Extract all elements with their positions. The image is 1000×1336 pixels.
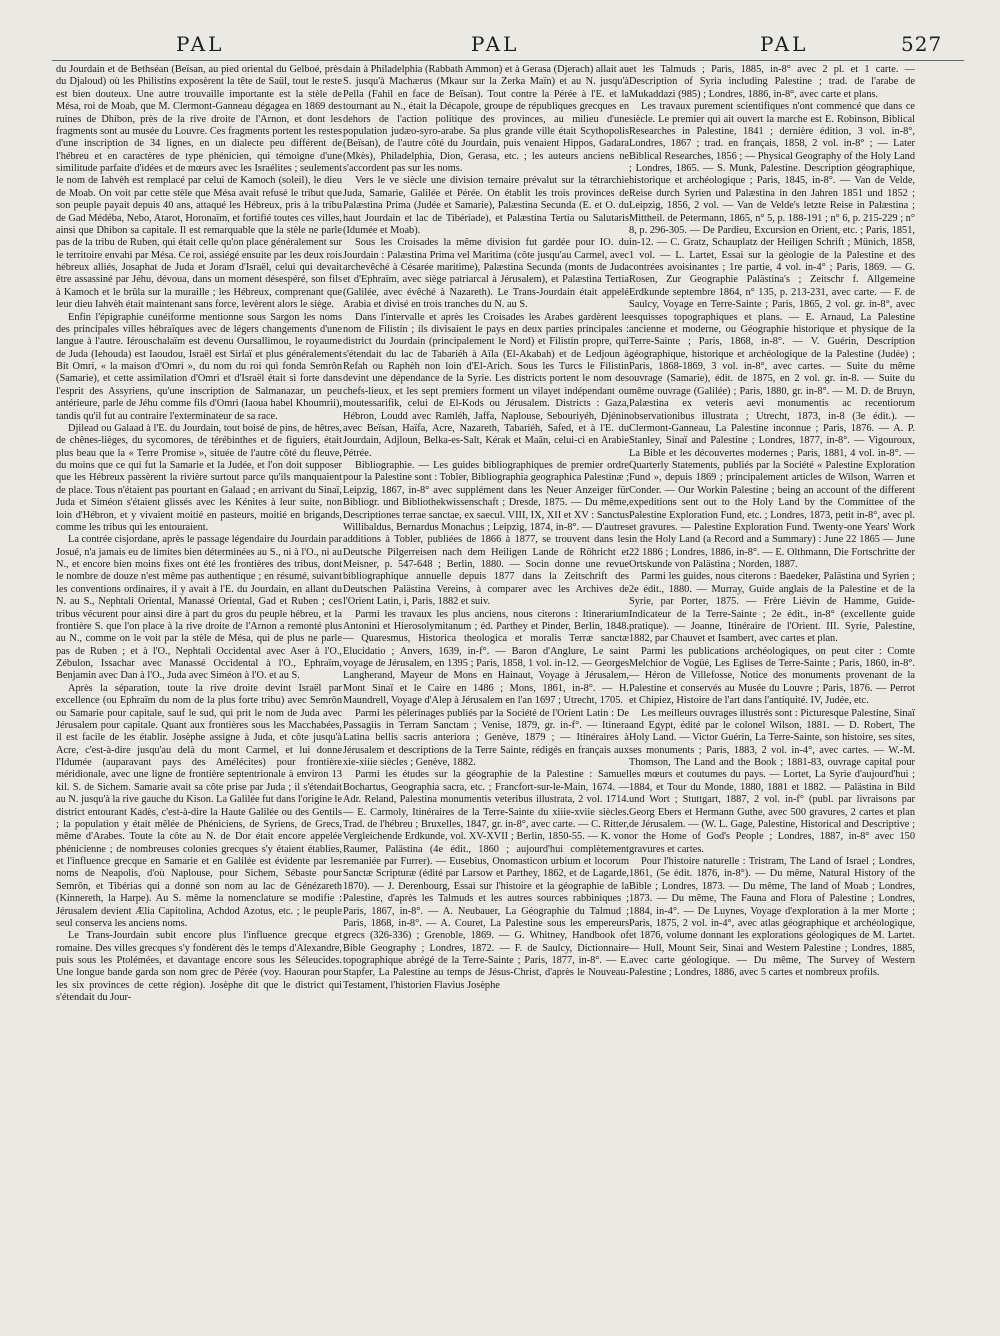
header-center-word: PAL	[471, 32, 520, 56]
header-right-word: PAL	[760, 32, 809, 56]
paragraph: La contrée cisjordane, après le passage légendaire du Jourdain par Josué, n'a jamais eu de limites bien déterminées au S., ni à l'O., ni au N., et encore bien moins fixes ont été les frontières des tribus, dont le nombre de douze n'est même pas authentique ; en résumé, suivant les conventions ordinaires, il y avait à l'E. du Jourdain, en allant du N. au S., Nephtali Oriental, Manassé Oriental, Gad et Ruben ; ces tribus vécurent pour ainsi dire à part du gros du peuple hébreu, et la frontière S. que l'on place à la rive droite de l'Arnon a remonté plus au N., comme on le voit par la stèle de Mésa, qui de plus ne parle pas de Ruben ; et à l'O., Nephtali Occidental avec Aser à l'O., Zébulon, Issachar avec Manassé Occidental à l'O., Ephraïm, Benjamin avec Dan à l'O., Juda avec Siméon à l'O. et au S.	[56, 534, 342, 682]
paragraph: Enfin l'épigraphie cunéiforme mentionne sous Sargon les noms des principales villes hébraïques avec de légers changements d'une langue à l'autre. Iérouschalaïm est devenu Oursallimou, le royaume de Juda (Iehouda) est Iaoudou, Israël est Sirlaï et plus généralement Bit Omri, « la maison d'Omri », du nom du roi qui fonda Semrôn (Samarie), et cette assimilation d'Omri et d'Israël était si forte dans l'esprit des Assyriens, qu'une inscription de Salmanazar, un peu antérieure, parle de Jéhu comme fils d'Omri (Iaoua habel Khoumrii), tandis qu'il fut au contraire l'exterminateur de sa race.	[56, 311, 342, 422]
column-2	[343, 64, 629, 992]
running-header	[0, 32, 1000, 62]
paragraph: Parmi les pèlerinages publiés par la Société de l'Orient Latin : De Passagiis in Terram Sanctam ; Venise, 1879, gr. in-f°. — Itinera Latina bellis sacris anteriora ; Genève, 1879 ; — Itinéraires à Jérusalem et descriptions de la Terre Sainte, rédigés en français aux xie-xiiie siècles ; Genève, 1882.	[343, 707, 629, 768]
paragraph: dain à Philadelphia (Rabbath Ammon) et à Gerasa (Djerach) allait au S. jusqu'à Machærus (Mkaur sur la Zerka Maïn) et au N. jusqu'à Pella (Fahil en face de Beïsan). Tout contre la Pérée à l'E. et la tournant au N., était la Décapole, groupe de républiques grecques en dehors de l'action politique des provinces, au milieu d'une population judæo-syro-arabe. Sa plus grande ville était Scythopolis (Beïsan), de l'autre côté du Jourdain, puis venaient Hippos, Gadara (Mkès), Philadelphia, Dion, Gerasa, etc. ; les auteurs anciens ne s'accordent pas sur les noms.	[343, 64, 629, 174]
paragraph: Dans l'intervalle et après les Croisades les Arabes gardèrent le nom de Filistin ; ils divisaient le pays en deux parties principales : district du Jourdain (principalement le Nord) et Filistin propre, qui s'étendait du lac de Tabariéh à Aïla (El-Akabah) et de Ledjoun à Refah ou Raphèh non loin d'El-Arich. Sous les Turcs le Filistin devint une dépendance de la Syrie. Les districts portent le nom des chefs-lieux, et les sept premiers forment un vilayet indépendant ou moutessarifik, celui de El-Kods ou Jérusalem. Districts : Gaza, Hébron, Loudd avec Ramléh, Jaffa, Naplouse, Sebouriyéh, Djénin avec Beïsan, Haïfa, Acre, Nazareth, Tabariéh, Safed, et à l'E. du Jourdain, Adjloun, Belka-es-Salt, Kérak et Maân, celui-ci en Arabie Pétrée.	[343, 311, 629, 459]
paragraph: Parmi les études sur la géographie de la Palestine : Samuel Bochartus, Geographia sacra, etc. ; Francfort-sur-le-Main, 1674. — Adr. Reland, Palestina monumentis veteribus illustrata, 2 vol. 1714. — E. Carmoly, Itinéraires de la Terre-Sainte du xiiie-xviie siècles. Trad. de l'hébreu ; Bruxelles, 1847, gr. in-8°, avec carte. — C. Ritter, Vergleichende Erdkunde, vol. XV-XVII ; Berlin, 1850-55. — K. von Raumer, Palästina (4e édit., 1860 ; aujourd'hui complètement remaniée par Furrer). — Eusebius, Onomasticon urbium et locorum Sanctæ Scripturæ (édité par Larsow et Parthey, 1862, et de Lagarde, 1870). — J. Derenbourg, Essai sur l'histoire et la géographie de la Palestine, d'après les Talmuds et les autres sources rabbiniques ; Paris, 1867, in-8°. — A. Neubauer, La Géographie du Talmud ; Paris, 1868, in-8°. — A. Couret, La Palestine sous les empereurs grecs (326-336) ; Grenoble, 1869. — G. Whitney, Handbook of Bible Geography ; Londres, 1872. — F. de Saulcy, Dictionnaire topographique abrégé de la Terre-Sainte ; Paris, 1877, in-8°. — E. Stapfer, La Palestine au temps de Jésus-Christ, d'après le Nouveau-Testament, l'historien Flavius Josèphe	[343, 769, 629, 991]
paragraph: Parmi les travaux les plus anciens, nous citerons : Itinerarium Antonini et Hierosolymitanum ; éd. Parthey et Pinder, Berlin, 1848. — Quaresmus, Historica theologica et moralis Terræ sanctæ Elucidatio ; Anvers, 1639, in-f°. — Baron d'Anglure, Le saint voyage de Jérusalem, en 1395 ; Paris, 1858, 1 vol. in-12. — Georges Langherand, Mayeur de Mons en Hainaut, Voyage à Jérusalem, Mont Sinaï et le Caire en 1486 ; Mons, 1861, in-8°. — H. Maundrell, Voyage d'Alep à Jérusalem en l'an 1697 ; Utrecht, 1705.	[343, 608, 629, 707]
column-3	[629, 64, 915, 980]
paragraph: et les Talmuds ; Paris, 1885, in-8° avec 2 pl. et 1 carte. — Description of Syria including Palestine ; trad. de l'arabe de Mukaddazi (985) ; Londres, 1886, in-8°, avec carte et plans.	[629, 64, 915, 100]
paragraph: Sous les Croisades la même division fut gardée pour IO. du Jourdain : Palæstina Prima vel Maritima (côte jusqu'au Carmel, avec archevêché à Césarée maritime), Palæstina Secunda (monts de Juda et d'Ephraïm, avec siège patriarcal à Jérusalem), et Palæstina Tertia (Galilée, avec évêché à Nazareth). Le Trans-Jourdain était appelé Arabia et divisé en trois tranches du N. au S.	[343, 237, 629, 311]
paragraph: Le Trans-Jourdain subit encore plus l'influence grecque et romaine. Des villes grecques s'y fondèrent dès le temps d'Alexandre, puis sous les Ptolémées, et davantage encore sous les Séleucides. Une longue bande garda son nom grec de Pérée (voy. Haouran pour les six provinces de cette région). Josèphe dit que le district qui s'étendait du Jour-	[56, 930, 342, 1004]
paragraph: Les travaux purement scientifiques n'ont commencé que dans ce siècle. Le premier qui ait ouvert la marche est E. Robinson, Biblical Researches in Palestine, 1841 ; dernière édition, 3 vol. in-8°, Londres, 1867 ; trad. en français, 1858, 2 vol. in-8° ; — Later Biblical Researches, 1856 ; — Physical Geography of the Holy Land ; Londres, 1865. — S. Munk, Palestine. Description géographique, historique et archéologique ; Paris, 1845, in-8°. — Van de Velde, Reise durch Syrien und Palæstina in den Jahren 1851 und 1852 ; Leipzig, 1856, 2 vol. — Van de Velde's letzte Reise in Palæstina ; Mittheil. de Petermann, 1865, n° 5, p. 188-191 ; n° 6, p. 215-229 ; n° 8, p. 296-305. — De Pardieu, Excursion en Orient, etc. ; Paris, 1851, in-12. — C. Gratz, Schauplatz der Heiligen Schrift ; Münich, 1858, 1 vol. — L. Lartet, Essai sur la géologie de la Palestine et des contrées avoisinantes ; 1re partie, 4 vol. in-4° ; Paris, 1869. — G. Rosen, Zur Geographie Palästina's ; Zeitschr f. Allgemeine Erdkunde septembre 1864, n° 135, p. 213-231, avec carte. — F. de Saulcy, Voyage en Terre-Sainte ; Paris, 1865, 2 vol. gr. in-8°, avec esquisses topographiques et plans. — E. Arnaud, La Palestine ancienne et moderne, ou Géographie historique et physique de la Terre-Sainte ; Paris, 1868, in-8°. — V. Guérin, Description géographique, historique et archéologique de la Palestine (Judée) ; Paris, 1868-1869, 3 vol. in-8°, avec cartes. — Suite du même ouvrage (Samarie), édit. de 1875, en 2 vol. gr. in-8. — Suite du même ouvrage (Galilée) ; Paris, 1880, gr. in-8°. — M. D. de Bruyn, Palæstina ex veteris aevi monumentis ac recentiorum observationibus illustrata ; Utrecht, 1873, in-8 (3e édit.). — Clermont-Ganneau, La Palestine inconnue ; Paris, 1876. — A. P. Stanley, Sinaï and Palestine ; Londres, 1877, in-8°. — Vigouroux, La Bible et les découvertes modernes ; Paris, 1881, 4 vol. in-8°. — Quarterly Statements, publiés par la Société « Palestine Exploration Fund », depuis 1869 ; principalement articles de Wilson, Warren et Conder. — Our Workin Palestine ; being an account of the different expeditions sent out to the Holy Land by the Committee of the Palestine Exploration Fund, etc. ; Londres, 1873, petit in-8°, avec pl. et gravures. — Palestine Exploration Fund. Twenty-one Years' Work in the Holy Land (a Record and a Summary) : June 22 1865 — June 22 1886 ; Londres, 1886, in-8°. — E. Olthmann, Die Fortschritte der Ortskunde von Palästina ; Norden, 1887.	[629, 101, 915, 570]
header-rule	[52, 60, 964, 61]
paragraph: Les meilleurs ouvrages illustrés sont : Picturesque Palestine, Sinaï and Egypt, édité par le colonel Wilson, 1881. — D. Robert, The Holy Land. — Victor Guérin, La Terre-Sainte, son histoire, ses sites, ses monuments ; Paris, 1883, 2 vol. in-4°, avec cartes. — W.-M. Thomson, The Land and the Book ; 1881-83, ouvrage capital pour les mœurs et coutumes du pays. — Lortet, La Syrie d'aujourd'hui ; 1884, et Tour du Monde, 1880, 1881 et 1882. — Palästina in Bild und Wort ; Stuttgart, 1887, 2 vol. in-f° (publ. par livraisons par Georg Ebers et Hermann Guthe, avec 500 gravures, 2 cartes et plan de Jérusalem. — (W. L. Gage, Palestine, Historical and Descriptive ; or the Home of God's People ; Londres, 1887, in-8° avec 150 gravures et cartes.	[629, 707, 915, 855]
paragraph: Pour l'histoire naturelle : Tristram, The Land of Israel ; Londres, 1861, (5e édit. 1876, in-8°). — Du même, Natural History of the Bible ; Londres, 1873. — Du même, The land of Moab ; Londres, 1873. — Du même, The Fauna and Flora of Palestine ; Londres, 1884, in-4°. — De Luynes, Voyage d'exploration à la mer Morte ; Paris, 1875, 2 vol. in-4°, avec atlas géographique et archéologique, et 1876, volume donnant les explorations géologiques de M. Lartet. — Hull, Mount Seir, Sinai and Western Palestine ; Londres, 1885, avec carte géologique. — Du même, The Survey of Western Palestine ; Londres, 1886, avec 5 cartes et nombreux profils.	[629, 856, 915, 979]
paragraph: du Jourdain et de Bethséan (Beïsan, au pied oriental du Gelboé, près du Djaloud) où les Philistins exposèrent la tête de Saül, tout le reste est bien douteux. Une autre trouvaille importante est la stèle de Mésa, roi de Moab, que M. Clermont-Ganneau dégagea en 1869 des ruines de Dhibon, près de la rive droite de l'Arnon, et dont les fragments sont au musée du Louvre. Ces fragments portent les restes d'une inscription de 34 lignes, en un dialecte peu différent de l'hébreu et en caractères de type phénicien, qui témoigne d'une similitude parfaite d'idées et de mœurs avec les Israélites ; seulement le nom de Iahvèh est remplacé par celui de Kamoch (soleil), le dieu de Moab. On voit par cette stèle que Mésa avait refusé le tribut que son peuple payait depuis 40 ans, attaqué les Hébreux, pris à la tribu de Gad Médéba, Nebo, Atarot, Horonaïm, et fortifié toutes ces villes, ainsi que Dhibon sa capitale. Il est remarquable que la stèle ne parle pas de la tribu de Ruben, qui était celle qu'on place généralement sur le territoire envahi par Mésa. Ce roi, assiégé ensuite par les deux rois hébreux alliés, Josaphat de Juda et Joram d'Israël, celui qui devait être assassiné par Jéhu, dévoua, dans un moment désespéré, son fils à Kamoch et le brûla sur la muraille ; les Hébreux, comprenant que leur dieu Iahvèh était maintenant sans force, levèrent alors le siège.	[56, 64, 342, 311]
paragraph: Parmi les guides, nous citerons : Baedeker, Palästina und Syrien ; 2e édit., 1880. — Murray, Guide anglais de la Palestine et de la Syrie, par Porter, 1875. — Frère Liévin de Hamme, Guide-Indicateur de la Terre-Sainte ; 2e édit., in-8° (excellente guide pratique). — Joanne, Itinéraire de l'Orient. III. Syrie, Palestine, 1882, par Chauvet et Isambert, avec cartes et plan.	[629, 571, 915, 645]
paragraph: Après la séparation, toute la rive droite devint Israël par excellence (ou Ephraïm du nom de la plus forte tribu) avec Semrôn ou Samarie pour capitale, sauf le sud, qui prit le nom de Juda avec Jérusalem pour capitale. Quant aux frontières sous les Macchabées, il est facile de les établir. Josèphe assigne à Juda, et côte jusqu'à Acre, c'est-à-dire jusqu'au delà du mont Carmel, et lui donne l'Idumée (auparavant pays des Amélécites) pour frontière méridionale, avec une ligne de frontière septentrionale à environ 13 kil. S. de Sichem. Samarie avait sa côte prise par Juda ; il s'étendait au N. jusqu'à la rive gauche du Kison. La Galilée fut dans l'origine le district entourant Kadès, c'est-à-dire la Haute Galilée ou des Gentils ; la population y était mêlée de Phéniciens, de Syriens, de Grecs, même d'Arabes. Toute la côte au N. de Dor était encore appelée phénicienne ; de nombreuses colonies grecques s'y étaient établies, et l'influence grecque en Samarie et en Galilée est évidente par les noms de Neapolis, d'où Naplouse, pour Sichem, Sébaste pour Semrôn, et Tibérias qui a donné son nom au lac de Génézareth (Kinnereth, la Harpe). Au S. même la nomenclature se modifie : Jérusalem devient Ælia Capitolina, Achdod Azotus, etc. ; le peuple seul conserva les anciens noms.	[56, 682, 342, 929]
column-1	[56, 64, 342, 1005]
header-left-word: PAL	[176, 32, 225, 56]
paragraph: Djilead ou Galaad à l'E. du Jourdain, tout boisé de pins, de hêtres, de chênes-lièges, du sycomores, de térébinthes et de figuiers, était plus beau que la « Terre Promise », située de l'autre côté du fleuve, du moins que ce qui fut la Samarie et la Judée, et l'on doit supposer que les Hébreux passèrent la rivière surtout parce qu'ils manquaient de place. Tous n'étaient pas pourtant en Galaad ; en arrivant du Sinaï, Juda et Siméon s'étaient glissés avec les Kénites à leur suite, non loin d'Hébron, et y vivaient moitié en pasteurs, moitié en brigands, comme les tribus qui les entouraient.	[56, 422, 342, 533]
paragraph: Parmi les publications archéologiques, on peut citer : Comte Melchior de Vogüé, Les Eglises de Terre-Sainte ; Paris, 1860, in-8°. — Héron de Villefosse, Notice des monuments provenant de la Palestine et conservés au Musée du Louvre ; Paris, 1876. — Perrot et Chipiez, Histoire de l'art dans l'antiquité. IV, Judée, etc.	[629, 645, 915, 707]
page-number: 527	[901, 32, 943, 56]
bibliography-paragraph: Bibliographie. — Les guides bibliographiques de premier ordre pour la Palestine sont : Tobler, Bibliographia geographica Palestinæ ; Leipzig, 1867, in-8° avec supplément dans les Neuer Anzeiger für Bibliogr. und Bibliothekwissenschaft ; Dresde, 1875. — Du même, Descriptiones terrae sanctae, ex saecul. VIII, IX, XII et XV : Sanctus Willibaldus, Bernardus Monachus ; Leipzig, 1874, in-8°. — D'autres additions à Tobler, publiées de 1866 à 1877, se trouvent dans les Deutsche Pilgerreisen nach dem Heiligen Lande de Röhricht et Meisner, p. 547-648 ; Berlin, 1880. — Socin donne une revue bibliographique annuelle depuis 1877 dans la Zeitschrift des Deutschen Palästina Vereins, à comparer avec les Archives de l'Orient Latin, i, Paris, 1882 et suiv.	[343, 460, 629, 608]
paragraph: Vers le ve siècle une division ternaire prévalut sur la tétrarchie Juda, Samarie, Galilée et Pérée. On établit les trois provinces de Palæstina Prima (Judée et Samarie), Palæstina Secunda (E. et O. du haut Jourdain et lac de Tibériade), et Palæstina Tertia ou Salutaris (Idumée et Moab).	[343, 175, 629, 236]
